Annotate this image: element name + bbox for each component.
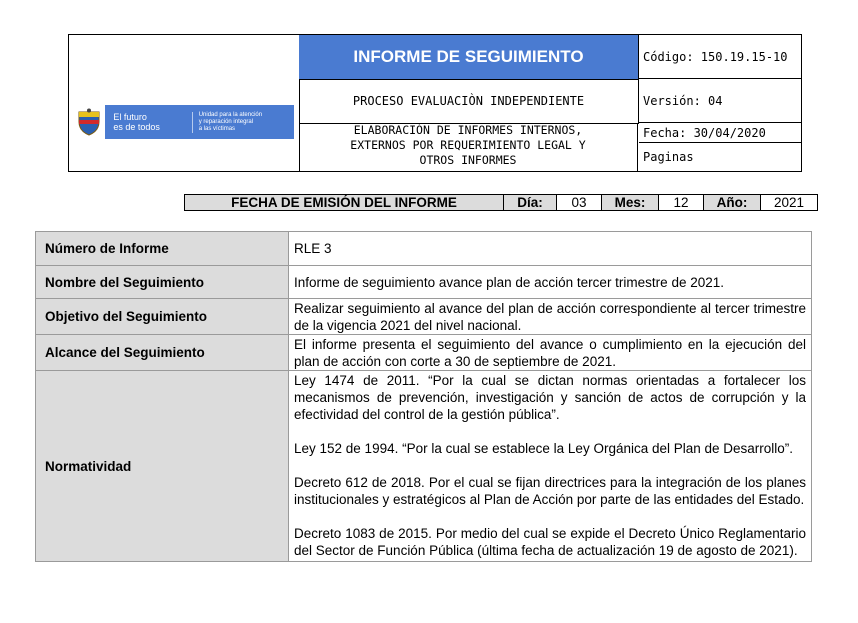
table-row — [36, 299, 812, 335]
year-label: Año: — [704, 195, 761, 210]
document-code: Código: 150.19.15-10 — [639, 35, 802, 79]
tracking-name-value: Informe de seguimiento avance plan de acción tercer trimestre de 2021. — [289, 266, 812, 299]
emission-date-row — [184, 194, 818, 211]
logo-main-line: El futuro — [113, 112, 147, 122]
row-label: Normatividad — [36, 371, 289, 562]
document-date: Fecha: 30/04/2020 — [639, 123, 802, 143]
document-version: Versión: 04 — [639, 79, 802, 123]
report-details-table — [35, 231, 812, 562]
logo-cell — [69, 35, 300, 171]
institution-logo — [73, 105, 294, 139]
regulation-paragraph: Decreto 1083 de 2015. Por medio del cual se expide el Decreto Único Reglamentario del Sector de Función Pública (última fecha de actualización 19 de agosto de 2021). — [294, 526, 806, 558]
logo-sub-line: y reparación integral — [198, 118, 254, 125]
table-row — [36, 266, 812, 299]
scope-value: El informe presenta el seguimiento del avance o cumplimiento en la ejecución del plan de acción con corte a 30 de septiembre de 2021. — [289, 335, 812, 371]
row-label: Nombre del Seguimiento — [36, 266, 289, 299]
objective-value: Realizar seguimiento al avance del plan de acción correspondiente al tercer trimestre de la vigencia 2021 del nivel nacional. — [289, 299, 812, 335]
regulation-paragraph: Ley 1474 de 2011. “Por la cual se dictan normas orientadas a fortalecer los mecanismos de prevención, investigación y sanción de actos de corrupción y la efectividad del control de la gestión pública”. — [294, 373, 806, 422]
emission-date-label: FECHA DE EMISIÓN DEL INFORME — [185, 195, 504, 210]
row-label: Alcance del Seguimiento — [36, 335, 289, 371]
logo-main-text — [105, 112, 187, 132]
process-description-line: ELABORACIÓN DE INFORMES INTERNOS, — [353, 123, 583, 137]
regulation-paragraph: Decreto 612 de 2018. Por el cual se fijan directrices para la integración de los planes institucionales y estratégicos al Plan de Acción por parte de las entidades del Estado. — [294, 475, 806, 507]
process-description-line: EXTERNOS POR REQUERIMIENTO LEGAL Y — [350, 138, 586, 152]
process-description — [299, 123, 638, 171]
document-pages: Paginas — [643, 150, 694, 164]
month-label: Mes: — [602, 195, 659, 210]
day-value: 03 — [557, 195, 602, 210]
report-title: INFORME DE SEGUIMIENTO — [299, 35, 639, 80]
report-number-value: RLE 3 — [289, 232, 812, 266]
process-name: PROCESO EVALUACIÒN INDEPENDIENTE — [299, 79, 639, 124]
table-row — [36, 335, 812, 371]
regulations-value — [289, 371, 812, 562]
colombia-coat-of-arms-icon — [73, 105, 105, 139]
regulation-paragraph: Ley 152 de 1994. “Por la cual se establece la Ley Orgánica del Plan de Desarrollo”. — [294, 441, 794, 456]
logo-sub-line: a las víctimas — [198, 125, 236, 132]
day-label: Día: — [504, 195, 557, 210]
row-label: Número de Informe — [36, 232, 289, 266]
logo-sub-text — [192, 112, 294, 133]
month-value: 12 — [659, 195, 704, 210]
logo-sub-line: Unidad para la atención — [198, 111, 263, 118]
row-label: Objetivo del Seguimiento — [36, 299, 289, 335]
document-header — [68, 34, 802, 172]
process-description-line: OTROS INFORMES — [419, 153, 517, 167]
table-row — [36, 232, 812, 266]
year-value: 2021 — [773, 195, 805, 210]
logo-main-line: es de todos — [113, 122, 160, 132]
table-row — [36, 371, 812, 562]
